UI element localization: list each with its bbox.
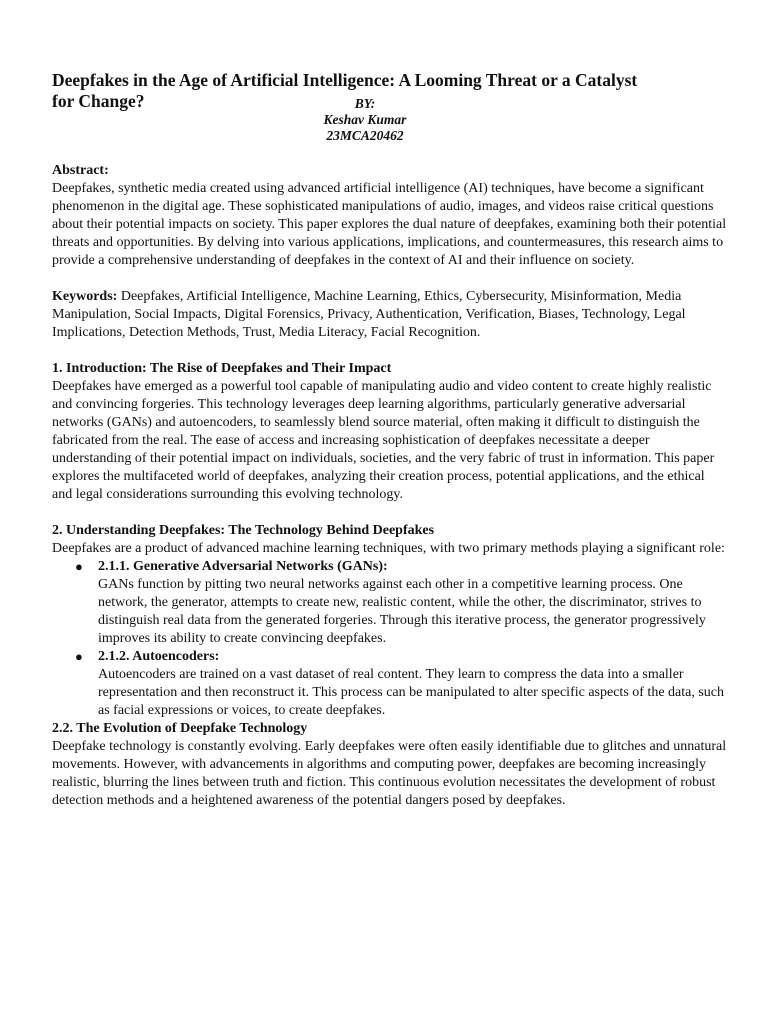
author-id: 23MCA20462 (326, 128, 404, 143)
keywords-paragraph (52, 288, 728, 342)
spacer (52, 504, 728, 522)
spacer (52, 270, 728, 288)
abstract-heading: Abstract: (52, 163, 109, 178)
paper-title-line-1: Deepfakes in the Age of Artificial Intelligence: A Looming Threat or a Catalyst (52, 70, 638, 90)
methods-list (52, 558, 728, 720)
section-1-text: Deepfakes have emerged as a powerful tool capable of manipulating audio and video content to create highly realistic and convincing forgeries. This technology leverages deep learning algorithms, particularly generative adversarial networks (GANs) and autoencoders, to seamlessly blend source material, often making it difficult to distinguish the fabricated from the real. The ease of access and increasing sophistication of deepfakes necessitate a deeper understanding of their potential impact on individuals, societies, and the very fabric of trust in information. This paper explores the multifaceted world of deepfakes, analyzing their creation process, potential applications, and the ethical and legal considerations surrounding this evolving technology. (52, 379, 715, 502)
list-item-heading: 2.1.2. Autoencoders: (98, 649, 220, 664)
byline (300, 96, 430, 144)
bullet-icon: ● (75, 649, 83, 664)
section-2-heading: 2. Understanding Deepfakes: The Technology Behind Deepfakes (52, 523, 435, 538)
list-item-heading: 2.1.1. Generative Adversarial Networks (GANs): (98, 559, 388, 574)
abstract-text: Deepfakes, synthetic media created using advanced artificial intelligence (AI) techniques, have become a significant phenomenon in the digital age. These sophisticated manipulations of audio, images, and videos raise critical questions about their potential impacts on society. This paper explores the dual nature of deepfakes, examining both their potential threats and opportunities. By delving into various applications, implications, and countermeasures, this research aims to provide a comprehensive understanding of deepfakes in the context of AI and their influence on society. (52, 181, 727, 268)
keywords-label: Keywords: (52, 289, 118, 304)
spacer (52, 342, 728, 360)
list-item-text: Autoencoders are trained on a vast dataset of real content. They learn to compress the data into a smaller representation and then reconstruct it. This process can be manipulated to alter specific aspects of the data, such as facial expressions or voices, to create deepfakes. (98, 667, 725, 718)
by-label: BY: (354, 96, 376, 111)
list-item (52, 558, 728, 648)
section-1-heading: 1. Introduction: The Rise of Deepfakes and Their Impact (52, 361, 392, 376)
section-2-text: Deepfakes are a product of advanced machine learning techniques, with two primary methods playing a significant role: (52, 541, 725, 556)
paper-title-line-2: for Change? (52, 91, 145, 111)
author-name: Keshav Kumar (323, 112, 407, 127)
list-item (52, 648, 728, 720)
section-2-2-text: Deepfake technology is constantly evolving. Early deepfakes were often easily identifiable due to glitches and unnatural movements. However, with advancements in algorithms and computing power, deepfakes are becoming increasingly realistic, blurring the lines between truth and fiction. This continuous evolution necessitates the development of robust detection methods and a heightened awareness of the potential dangers posed by deepfakes. (52, 739, 727, 808)
section-2-2-heading: 2.2. The Evolution of Deepfake Technology (52, 721, 308, 736)
keywords-text: Deepfakes, Artificial Intelligence, Machine Learning, Ethics, Cybersecurity, Misinformation, Media Manipulation, Social Impacts, Digital Forensics, Privacy, Authentication, Verification, Biases, Technology, Legal Implications, Detection Methods, Trust, Media Literacy, Facial Recognition. (52, 289, 686, 340)
paper-body (52, 162, 728, 810)
list-item-text: GANs function by pitting two neural networks against each other in a competitive learning process. One network, the generator, attempts to create new, realistic content, while the other, the discriminator, strives to distinguish real data from the generated forgeries. Through this iterative process, the generator progressively improves its ability to create convincing deepfakes. (98, 577, 706, 646)
bullet-icon: ● (75, 559, 83, 574)
